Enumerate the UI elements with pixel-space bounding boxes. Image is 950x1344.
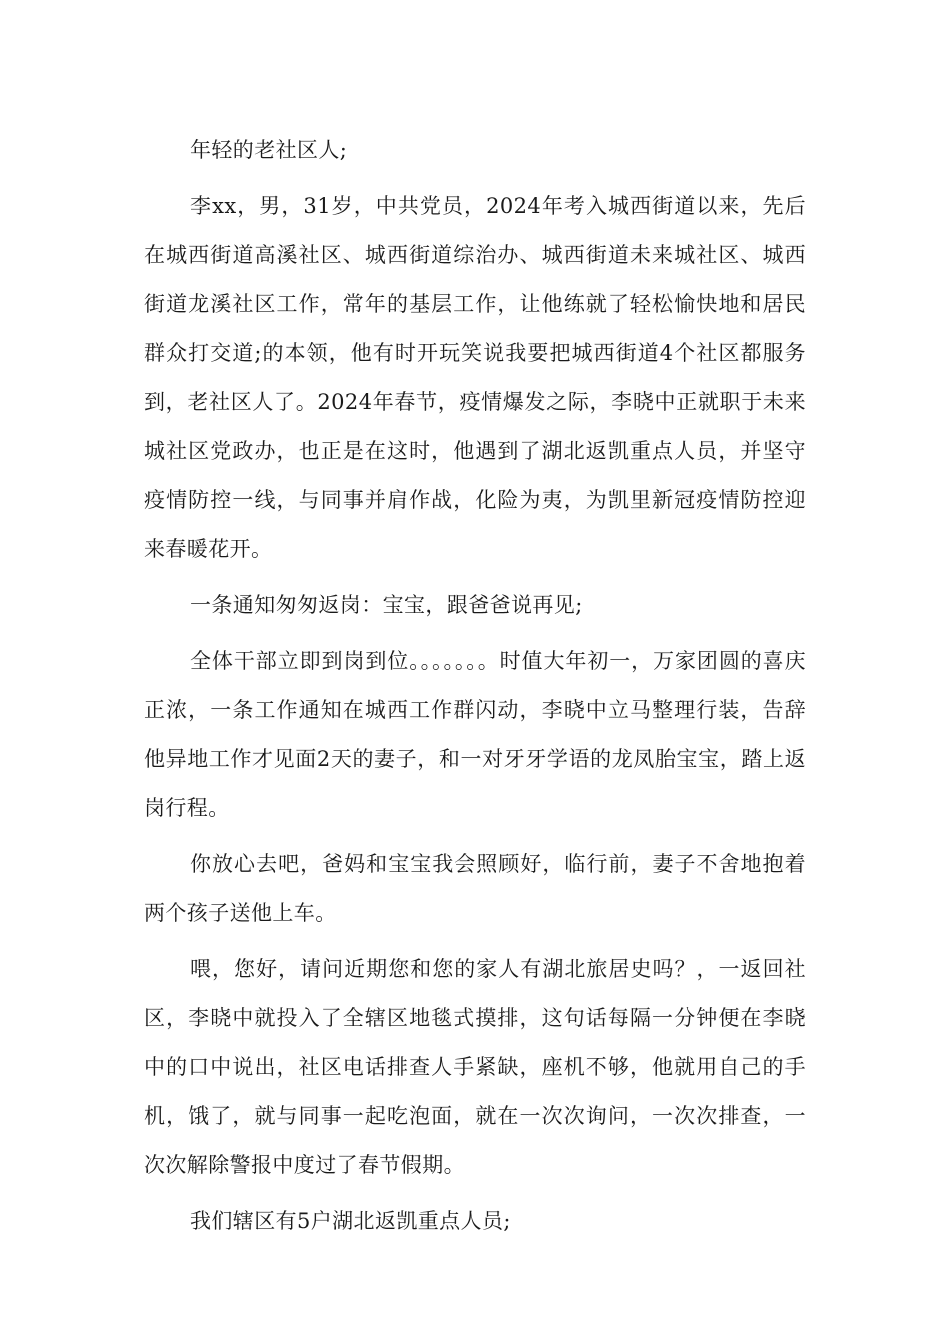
paragraph-profile: 李xx，男，31岁，中共党员，2024年考入城西街道以来，先后在城西街道高溪社区、城西街道综治办、城西街道未来城社区、城西街道龙溪社区工作，常年的基层工作，让他练就了轻松愉快地和居民群众打交道;的本领，他有时开玩笑说我要把城西街道4个社区都服务到，老社区人了。2024年春节，疫情爆发之际，李晓中正就职于未来城社区党政办，也正是在这时，他遇到了湖北返凯重点人员，并坚守疫情防控一线，与同事并肩作战，化险为夷，为凯里新冠疫情防控迎来春暖花开。 bbox=[144, 194, 806, 561]
document-body bbox=[144, 126, 806, 1253]
paragraph-wife-farewell: 你放心去吧，爸妈和宝宝我会照顾好，临行前，妻子不舍地抱着两个孩子送他上车。 bbox=[144, 852, 806, 925]
paragraph-key-households: 我们辖区有5户湖北返凯重点人员; bbox=[190, 1209, 511, 1233]
paragraph-heading-notice: 一条通知匆匆返岗：宝宝，跟爸爸说再见; bbox=[190, 593, 583, 617]
paragraph-return-to-post: 全体干部立即到岗到位。。。。。。。时值大年初一，万家团圆的喜庆正浓，一条工作通知在城西工作群闪动，李晓中立马整理行装，告辞他异地工作才见面2天的妻子，和一对牙牙学语的龙凤胎宝宝，踏上返岗行程。 bbox=[144, 649, 806, 820]
paragraph-heading-young-veteran: 年轻的老社区人; bbox=[190, 138, 348, 162]
paragraph-screening-calls: 喂，您好，请问近期您和您的家人有湖北旅居史吗？，一返回社区，李晓中就投入了全辖区地毯式摸排，这句话每隔一分钟便在李晓中的口中说出，社区电话排查人手紧缺，座机不够，他就用自己的手机，饿了，就与同事一起吃泡面，就在一次次询问，一次次排查，一次次解除警报中度过了春节假期。 bbox=[144, 957, 806, 1177]
